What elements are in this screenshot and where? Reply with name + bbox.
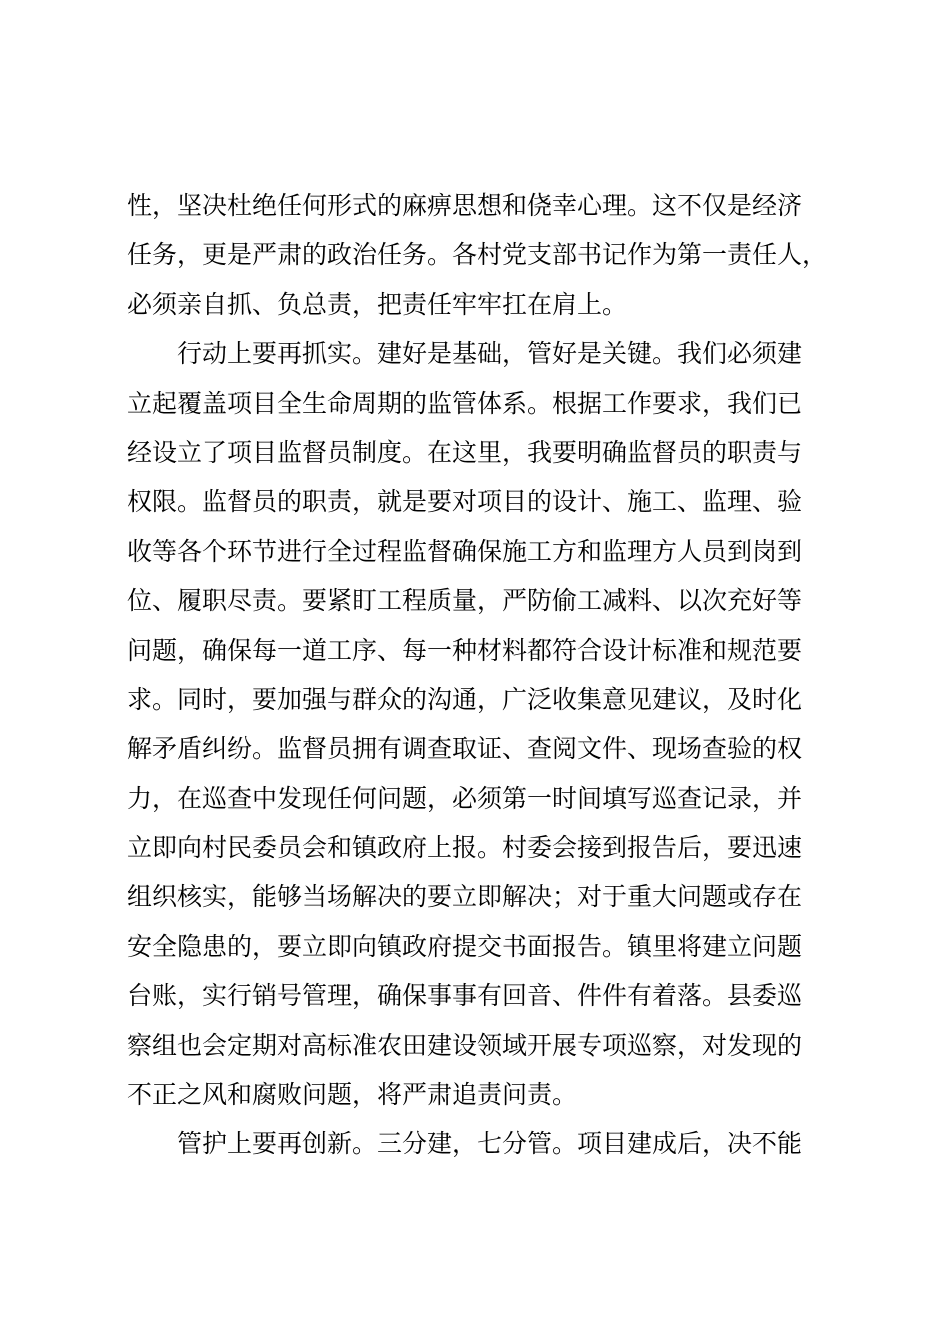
text-line: 经设立了项目监督员制度。在这里，我要明确监督员的职责与	[127, 437, 803, 467]
text-line: 任务，更是严肃的政治任务。各村党支部书记作为第一责任人，	[127, 240, 828, 270]
text-line: 必须亲自抓、负总责，把责任牢牢扛在肩上。	[127, 289, 628, 319]
text-line: 权限。监督员的职责，就是要对项目的设计、施工、监理、验	[127, 487, 803, 517]
text-line: 性，坚决杜绝任何形式的麻痹思想和侥幸心理。这不仅是经济	[127, 191, 803, 220]
text-line: 求。同时，要加强与群众的沟通，广泛收集意见建议，及时化	[127, 684, 803, 714]
text-line: 立起覆盖项目全生命周期的监管体系。根据工作要求，我们已	[127, 388, 803, 418]
text-line: 问题，确保每一道工序、每一种材料都符合设计标准和规范要	[127, 635, 803, 665]
paragraph-start-line: 管护上要再创新。三分建，七分管。项目建成后，决不能	[127, 1129, 803, 1159]
text-line: 察组也会定期对高标准农田建设领域开展专项巡察，对发现的	[127, 1030, 803, 1060]
text-line: 组织核实，能够当场解决的要立即解决；对于重大问题或存在	[127, 882, 803, 912]
paragraph-start-line: 行动上要再抓实。建好是基础，管好是关键。我们必须建	[127, 339, 803, 369]
document-body	[127, 181, 835, 1169]
text-line: 解矛盾纠纷。监督员拥有调查取证、查阅文件、现场查验的权	[127, 734, 803, 764]
text-line: 立即向村民委员会和镇政府上报。村委会接到报告后，要迅速	[127, 833, 803, 863]
text-line: 力，在巡查中发现任何问题，必须第一时间填写巡查记录，并	[127, 783, 803, 813]
text-line: 收等各个环节进行全过程监督确保施工方和监理方人员到岗到	[127, 536, 803, 566]
text-line: 不正之风和腐败问题，将严肃追责问责。	[127, 1080, 578, 1110]
text-line: 台账，实行销号管理，确保事事有回音、件件有着落。县委巡	[127, 981, 803, 1011]
text-line: 位、履职尽责。要紧盯工程质量，严防偷工减料、以次充好等	[127, 586, 803, 616]
text-line: 安全隐患的，要立即向镇政府提交书面报告。镇里将建立问题	[127, 931, 803, 961]
